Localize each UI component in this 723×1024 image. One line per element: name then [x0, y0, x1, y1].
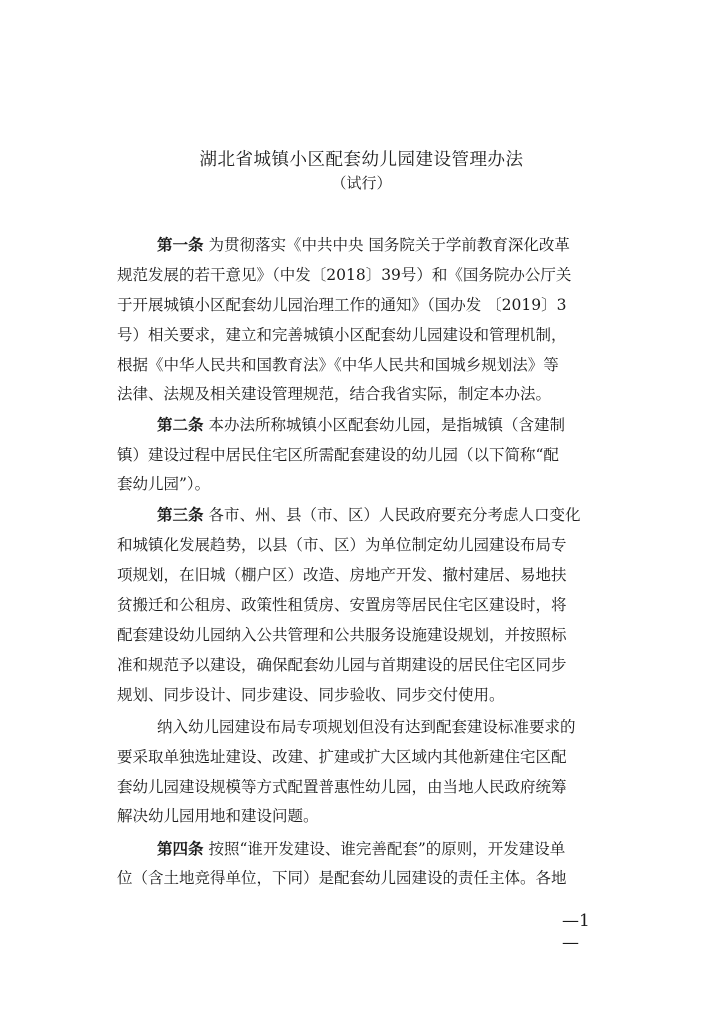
- body-line: [117, 265, 607, 285]
- line-text: 套幼儿园建设规模等方式配置普惠性幼儿园，由当地人民政府统筹: [117, 778, 567, 796]
- body-line: [117, 355, 607, 375]
- line-text: 为贯彻落实《中共中央 国务院关于学前教育深化改革: [208, 236, 570, 254]
- line-text: 要采取单独选址建设、改建、扩建或扩大区域内其他新建住宅区配: [117, 748, 567, 766]
- page-number: —1: [562, 911, 590, 931]
- line-text: 规范发展的若干意见》（中发〔2018〕39号）和《国务院办公厅关: [117, 266, 572, 284]
- article-label: 第四条: [157, 839, 204, 858]
- line-text: 贫搬迁和公租房、政策性租赁房、安置房等居民住宅区建设时，将: [117, 596, 567, 614]
- body-line: [117, 445, 607, 465]
- line-text: 准和规范予以建设，确保配套幼儿园与首期建设的居民住宅区同步: [117, 656, 567, 674]
- body-line: [117, 595, 607, 615]
- article-label: 第一条: [157, 235, 204, 254]
- line-text: 解决幼儿园用地和建设问题。: [117, 807, 319, 825]
- body-line: [117, 868, 607, 888]
- line-text: 按照“谁开发建设、谁完善配套”的原则，开发建设单: [208, 840, 566, 858]
- body-line: [117, 625, 607, 645]
- body-line: [117, 295, 607, 315]
- line-text: 项规划，在旧城（棚户区）改造、房地产开发、撤村建居、易地扶: [117, 566, 567, 584]
- body-line: [117, 325, 607, 345]
- body-line: [117, 777, 607, 797]
- body-line: [117, 655, 607, 675]
- article-label: 第三条: [157, 505, 204, 524]
- body-line: [157, 505, 607, 525]
- line-text: 和城镇化发展趋势，以县（市、区）为单位制定幼儿园建设布局专: [117, 536, 567, 554]
- body-line: [117, 806, 607, 826]
- line-text: 于开展城镇小区配套幼儿园治理工作的通知》（国办发 〔2019〕3: [117, 296, 567, 314]
- line-text: 镇）建设过程中居民住宅区所需配套建设的幼儿园（以下简称“配: [117, 446, 559, 464]
- body-line: [117, 535, 607, 555]
- page-number-dash: —: [562, 933, 579, 953]
- body-line: [157, 235, 607, 255]
- line-text: 规划、同步设计、同步建设、同步验收、同步交付使用。: [117, 686, 505, 704]
- body-line: [117, 384, 607, 404]
- document-subtitle: （试行）: [331, 174, 392, 192]
- body-line: [157, 717, 607, 737]
- article-label: 第二条: [157, 415, 204, 434]
- line-text: 套幼儿园”）。: [117, 475, 211, 493]
- line-text: 各市、州、县（市、区）人民政府要充分考虑人口变化: [208, 506, 581, 524]
- body-line: [117, 474, 607, 494]
- line-text: 根据《中华人民共和国教育法》《中华人民共和国城乡规划法》等: [117, 356, 559, 374]
- line-text: 纳入幼儿园建设布局专项规划但没有达到配套建设标准要求的: [157, 718, 576, 736]
- body-line: [117, 747, 607, 767]
- body-line: [117, 565, 607, 585]
- line-text: 号）相关要求，建立和完善城镇小区配套幼儿园建设和管理机制，: [117, 326, 567, 344]
- line-text: 法律、法规及相关建设管理规范，结合我省实际，制定本办法。: [117, 385, 552, 403]
- body-line: [157, 839, 607, 859]
- line-text: 配套建设幼儿园纳入公共管理和公共服务设施建设规划，并按照标: [117, 626, 567, 644]
- body-line: [117, 685, 607, 705]
- line-text: 位（含土地竞得单位，下同）是配套幼儿园建设的责任主体。各地: [117, 869, 567, 887]
- body-line: [157, 415, 607, 435]
- line-text: 本办法所称城镇小区配套幼儿园，是指城镇（含建制: [208, 416, 565, 434]
- document-title: 湖北省城镇小区配套幼儿园建设管理办法: [199, 150, 524, 170]
